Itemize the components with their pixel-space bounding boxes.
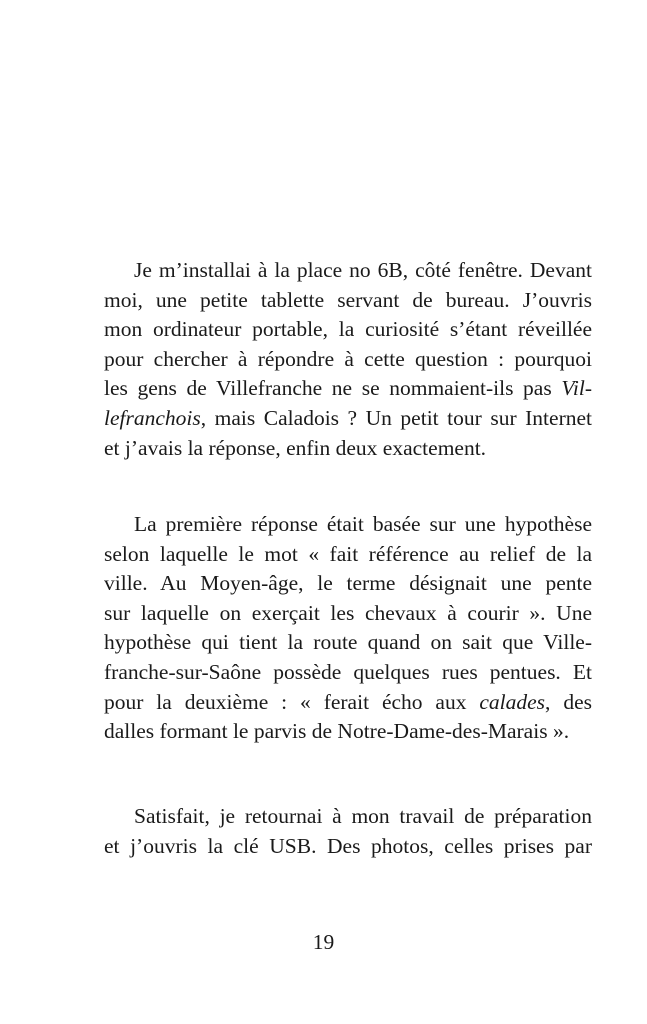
text-line: et j’avais la réponse, enfin deux exactement. <box>104 435 487 460</box>
paragraph-1 <box>104 256 592 463</box>
text-line: et j’ouvris la clé USB. Des photos, celles prises par <box>104 833 592 858</box>
text-line <box>104 404 592 434</box>
paragraph-3 <box>104 802 592 861</box>
text-line: dalles formant le parvis de Notre-Dame-des-Marais ». <box>104 719 570 744</box>
text-line: ville. Au Moyen-âge, le terme désignait une pente <box>104 571 592 596</box>
text-line: selon laquelle le mot « fait référence au relief de la <box>104 541 592 566</box>
text-run: , des <box>545 689 592 714</box>
text-line: pour chercher à répondre à cette question : pourquoi <box>104 346 592 371</box>
text-run: , mais Caladois ? Un petit tour sur Internet <box>200 405 592 430</box>
text-line: Satisfait, je retournai à mon travail de préparation <box>134 804 592 828</box>
italic-term: Vil- <box>561 376 592 401</box>
text-run: pour la deuxième : « ferait écho aux <box>104 689 480 714</box>
text-line: hypothèse qui tient la route quand on sait que Ville- <box>104 630 592 655</box>
page-number: 19 <box>312 930 335 954</box>
text-line: Je m’installai à la place no 6B, côté fenêtre. Devant <box>134 258 592 282</box>
text-line: mon ordinateur portable, la curiosité s’étant réveillée <box>104 317 592 342</box>
paragraph-2 <box>104 510 592 747</box>
italic-term: lefranchois <box>104 405 201 430</box>
text-line <box>104 688 592 718</box>
text-line: moi, une petite tablette servant de bureau. J’ouvris <box>104 287 592 312</box>
text-line: franche-sur-Saône possède quelques rues pentues. Et <box>104 659 592 684</box>
text-run: les gens de Villefranche ne se nommaient-ils pas <box>104 376 562 401</box>
text-line: sur laquelle on exerçait les chevaux à courir ». Une <box>104 600 592 625</box>
italic-term: calades <box>479 689 546 714</box>
text-line <box>104 374 592 404</box>
text-line: La première réponse était basée sur une hypothèse <box>134 512 592 536</box>
